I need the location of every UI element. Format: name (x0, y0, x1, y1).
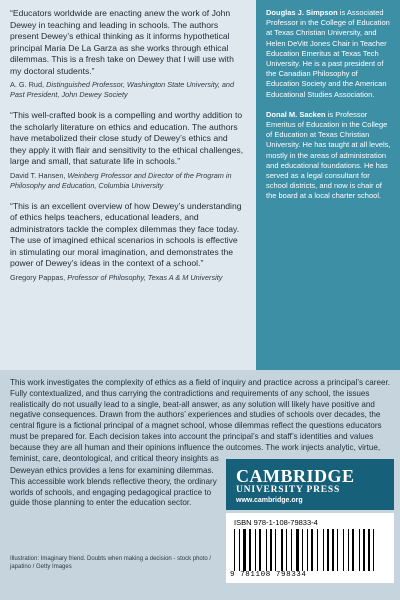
barcode-stripe (330, 529, 331, 575)
publisher-subtitle: UNIVERSITY PRESS (236, 485, 341, 495)
isbn-label: ISBN 978-1-108-79833-4 (234, 518, 318, 527)
barcode-stripe (273, 529, 274, 575)
barcode-stripe (355, 529, 358, 575)
quote-author: Gregory Pappas, (10, 272, 66, 282)
endorsement-quote (10, 201, 246, 283)
barcode-bars (234, 529, 386, 575)
barcode-stripe (363, 529, 365, 575)
barcode-stripe (302, 529, 303, 575)
barcode-stripe (352, 529, 354, 575)
barcode-stripe (368, 529, 370, 575)
barcode-stripe (249, 529, 251, 575)
barcode-digits: 9 781108 798334 (230, 571, 390, 579)
quote-text: “This well-crafted book is a compelling and worthy addition to the scholarly literature on ethics and education. The authors have metabolized their close study of Dewey’s ethics and they apply it with flair and sensitivity to the ethical challenges, large and small, that saturate life in schools.” (10, 110, 244, 166)
barcode-stripe (262, 529, 265, 575)
book-description: This work investigates the complexity of ethics as a field of inquiry and practice across a principal’s career. Fully contextualized, and thus carrying the contradictions and requirements of any school, the issues realistically do not usually lead to a single, beat-all answer, as any solution will likely have positive and negative consequences. Drawn from the authors’ experiences and studies of schools over decades, the central figure is a fictional principal of a magnet school, whose dilemmas reflect the questions educators must be prepared for. Each decision takes into account the principal’s and staff’s identities and values because they are all human and their opinions influence the outcomes. The work injects analytic, virtue, feminist, care, deontological, and critical theory insights as (10, 378, 390, 463)
barcode-stripe (307, 529, 308, 575)
barcode-stripe (348, 529, 349, 575)
quote-text: “Educators worldwide are enacting anew the work of John Dewey in teaching and leading in schools. The authors present Dewey’s ethical thinking as it informs hypothetical principal Maria De La Garza as she works through ethical dilemmas. This is a fresh take on Dewey that I will use with my doctoral students.” (10, 8, 234, 76)
barcode-stripe (350, 529, 351, 575)
barcode-stripe (255, 529, 256, 575)
barcode-stripe (257, 529, 258, 575)
barcode-stripe (325, 529, 326, 575)
quote-attribution (10, 171, 246, 191)
author-name: Douglas J. Simpson (266, 8, 338, 17)
quote-author-role: Distinguished Professor, Washington State University, and Past President, John Dewey Society (10, 80, 235, 99)
barcode-stripe (337, 529, 338, 575)
author-bio (266, 8, 391, 100)
barcode-stripe (345, 529, 347, 575)
barcode-stripe (277, 529, 280, 575)
barcode-stripe (241, 529, 242, 575)
barcode-stripe (373, 529, 374, 575)
quote-attribution (10, 80, 246, 100)
barcode-stripe (247, 529, 248, 575)
barcode-stripe (293, 529, 295, 575)
endorsement-quote (10, 8, 246, 100)
quote-author: A. G. Rud, (10, 80, 45, 89)
barcode-stripe (239, 529, 240, 575)
barcode-stripe (286, 529, 287, 575)
barcode-stripe (339, 529, 342, 575)
barcode-stripe (300, 529, 301, 575)
barcode-stripe (327, 529, 329, 575)
author-name: Donal M. Sacken (266, 109, 326, 119)
barcode-stripe (284, 529, 285, 575)
barcode-stripe (291, 529, 292, 575)
endorsements-panel (0, 0, 256, 370)
barcode-stripe (343, 529, 344, 575)
author-bios-panel (256, 0, 400, 370)
barcode-stripe (323, 529, 324, 575)
barcode-stripe (366, 529, 367, 575)
publisher-logo (226, 459, 394, 510)
quote-text: “This is an excellent overview of how Dewey’s understanding of ethics helps teachers, educational leaders, and administrators tackle the complex dilemmas they face today. The use of imagined ethical scenarios in schools is effective in stimulating our moral imagination, and demonstrates the power of Dewey’s ideas in the context of a school.” (10, 200, 242, 268)
barcode-stripe (319, 529, 322, 575)
quote-author: David T. Hansen, (10, 170, 66, 180)
quote-author-role: Professor of Philosophy, Texas A & M University (67, 272, 223, 282)
endorsement-quote (10, 110, 246, 191)
barcode-stripe (266, 529, 267, 575)
barcode-stripe (371, 529, 372, 575)
publisher-url: www.cambridge.org (236, 497, 303, 504)
barcode-stripe (236, 529, 238, 575)
barcode-stripe (361, 529, 362, 575)
barcode-stripe (281, 529, 283, 575)
barcode-stripe (335, 529, 336, 575)
barcode-stripe (317, 529, 318, 575)
barcode-stripe (243, 529, 246, 575)
quote-attribution (10, 273, 246, 283)
author-bio-text: is Associated Professor in the College of Education at Texas Christian University, and Helen DeVitt Jones Chair in Teacher Education Emeritus at Texas Tech University. He is a past president of the Canadian Philosophy of Education Society and the American Educational Studies Association. (266, 8, 390, 99)
book-description-continued: Deweyan ethics provides a lens for examining dilemmas. This accessible work blends reflective theory, the ordinary worlds of schools, and engaging pedagogical practice to guide those planning to enter the education sector. (10, 466, 217, 508)
barcode-stripe (359, 529, 360, 575)
barcode-stripe (309, 529, 310, 575)
barcode-stripe (259, 529, 261, 575)
author-bio (266, 110, 391, 202)
barcode-stripe (252, 529, 254, 575)
illustration-credit: Illustration: Imaginary friend. Doubts when making a decision - stock photo / japatino / Getty Images (10, 556, 212, 570)
barcode-stripe (296, 529, 299, 575)
barcode-stripe (234, 529, 235, 575)
isbn-barcode (226, 513, 394, 583)
barcode-stripe (288, 529, 290, 575)
quote-author-role: Weinberg Professor and Director of the Program in Philosophy and Education, Columbia University (10, 170, 232, 190)
author-bio-text: is Professor Emeritus of Education in the College of Education at Texas Christian University. He has taught at all levels, mostly in the areas of administration and educational foundations. He has served as a legal consultant for school districts, and now is chair of the board at a local charter school. (266, 109, 391, 201)
barcode-stripe (332, 529, 334, 575)
barcode-stripe (270, 529, 272, 575)
barcode-stripe (304, 529, 306, 575)
barcode-stripe (268, 529, 269, 575)
barcode-stripe (311, 529, 313, 575)
barcode-stripe (275, 529, 276, 575)
publisher-name: CAMBRIDGE (236, 466, 355, 486)
barcode-stripe (314, 529, 316, 575)
